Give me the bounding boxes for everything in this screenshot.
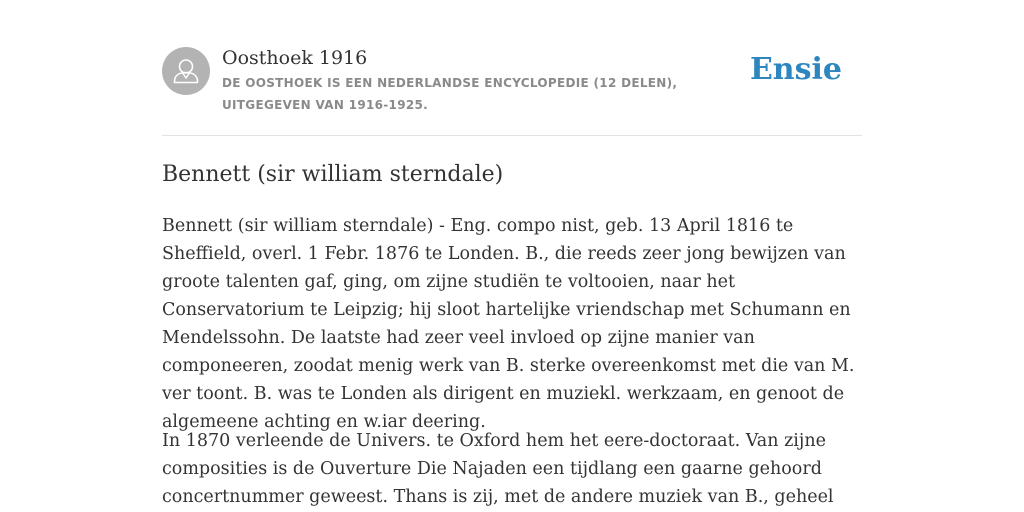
user-icon[interactable]	[162, 47, 210, 95]
source-header	[162, 0, 862, 136]
article-paragraph-1: Bennett (sir william sterndale) - Eng. compo nist, geb. 13 April 1816 te Sheffield, overl. 1 Febr. 1876 te Londen. B., die reeds zeer jong bewijzen van groote talenten gaf, ging, om zijne studiën te voltooien, naar het Conservatorium te Leipzig; hij sloot hartelijke vriendschap met Schumann en Mendelssohn. De laatste had zeer veel invloed op zijne manier van componeeren, zoodat menig werk van B. sterke overeenkomst met die van M. ver toont. B. was te Londen als dirigent en muziekl. werkzaam, en genoot de algemeene achting en w.iar deering.	[162, 216, 855, 432]
page-container	[162, 0, 862, 507]
brand-logo[interactable]: Ensie	[749, 52, 842, 87]
source-title[interactable]: Oosthoek 1916	[222, 47, 368, 69]
article-title: Bennett (sir william sterndale)	[162, 162, 504, 187]
source-description: DE OOSTHOEK IS EEN NEDERLANDSE ENCYCLOPEDIE (12 DELEN), UITGEGEVEN VAN 1916-1925.	[222, 76, 678, 112]
article-paragraph-2: In 1870 verleende de Univers. te Oxford hem het eere-doctoraat. Van zijne composities is de Ouverture Die Najaden een tijdlang een gaarne gehoord concertnummer geweest. Thans is zij, met de andere muziek van B., geheel	[162, 431, 834, 507]
